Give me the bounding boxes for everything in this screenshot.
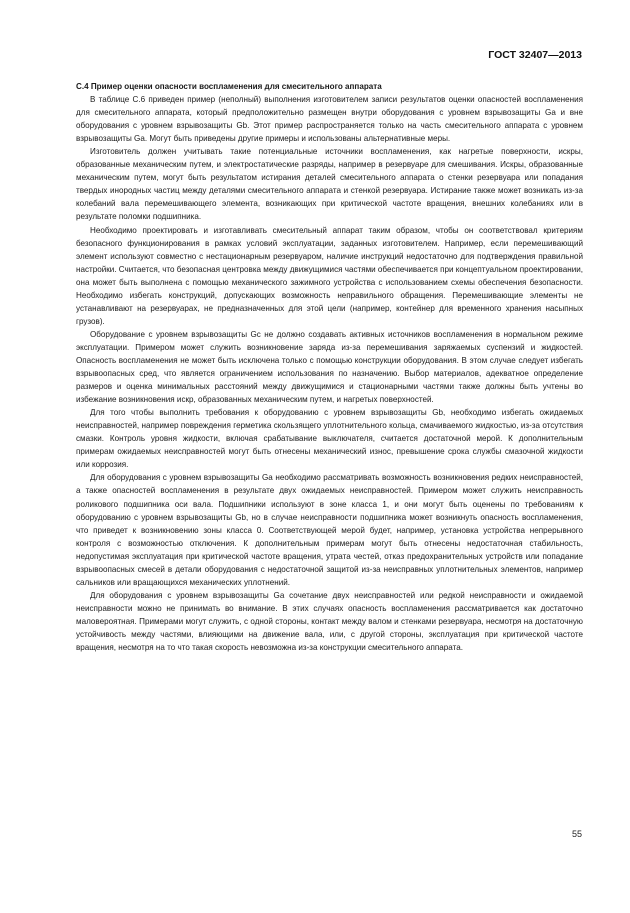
paragraph-2: Изготовитель должен учитывать такие потенциальные источники воспламенения, как нагретые поверхности, искры, образованные механическим путем, и электростатические разряды, например в резервуаре для смешивания. Искры, образованные механическим путем, могут быть результатом истирания деталей смесительного аппарата о стенки резервуара или попадания твердых инородных частиц между деталями смесительного аппарата и стенкой резервуара. Истирание также может возникать из-за колебаний вала перемешивающего элемента, возникающих при критической частоте вращения, внешних колебаниях или в результате поломки подшипника. [76,147,583,222]
paragraph-7: Для оборудования с уровнем взрывозащиты Ga сочетание двух неисправностей или редкой неисправности и ожидаемой неисправности можно не принимать во внимание. В этих случаях опасность воспламенения рассматривается как достаточно маловероятная. Примерами могут служить, с одной стороны, контакт между валом и стенками резервуара, несмотря на достаточную устойчивость между частями, влияющими на движение вала, или, с другой стороны, эксплуатация при критической частоте вращения, несмотря на то что такая скорость невозможна из-за конструкции смесительного аппарата. [76,590,583,653]
paragraph-6: Для оборудования с уровнем взрывозащиты Ga необходимо рассматривать возможность возникновения редких неисправностей, а также опасностей воспламенения в результате двух ожидаемых неисправностей. Примером может служить неисправность роликового подшипника оси вала. Подшипники используют в зоне класса 1, и они могут быть оценены по требованиям к оборудованию с уровнем взрывозащиты Gb, но в случае неисправности подшипника может возникнуть опасность воспламенения, что приведет к возникновению зоны класса 0. Соответствующей мерой будет, например, установка устройства непрерывного контроля с возможностью отключения. К дополнительным примерам могут быть отнесены недостаточная стабильность, недопустимая эксплуатация при критической частоте вращения, утрата честей, отказ предохранительных устройств или попадание взрывоопасных смесей в детали оборудования с недостаточной защитой из-за неисправных уплотнительных элементов, например сальников или вращающихся механических уплотнений. [76,473,583,587]
page-number: 55 [571,829,582,839]
section-content [76,80,583,654]
paragraph-5: Для того чтобы выполнить требования к оборудованию с уровнем взрывозащиты Gb, необходимо избегать ожидаемых неисправностей, например повреждения герметика скользящего уплотнительного кольца, смачиваемого жидкостью, из-за отсутствия смазки. Контроль уровня жидкости, включая срабатывание выключателя, считается достаточной мерой. К дополнительным примерам ожидаемых неисправностей могут быть отнесены механический износ, превышение срока службы смазочной жидкости или коррозия. [76,408,583,470]
paragraph-3: Необходимо проектировать и изготавливать смесительный аппарат таким образом, чтобы он соответствовал критериям безопасного функционирования в рамках условий эксплуатации, заданных изготовителем. Например, если перемешивающий элемент используют совместно с нестационарным резервуаром, наличие инструкций недостаточно для подтверждения правильной настройки. Считается, что безопасная центровка между движущимися частями обеспечивается при концептуальном проектировании, она может быть выполнена с помощью механического зажимного устройства с использованием схемы обеспечения безопасности. Необходимо избегать конструкций, допускающих возможность неправильного обращения. Перемешивающие элементы не устанавливают на резервуарах, не предназначенных для этой цели (например, контейнер для временного хранения насыпных грузов). [76,225,584,326]
standard-header: ГОСТ 32407—2013 [488,49,582,61]
paragraph-1: В таблице С.6 приведен пример (неполный) выполнения изготовителем записи результатов оценки опасностей воспламенения для смесительного аппарата, который предположительно размещен внутри оборудования с уровнем взрывозащиты Ga и вне оборудования с уровнем взрывозащиты Gb. Этот пример распространяется только на часть смесительного аппарата с уровнем взрывозащиты Ga. Могут быть приведены другие примеры и использованы альтернативные меры. [76,95,583,144]
section-heading: С.4 Пример оценки опасности воспламенения для смесительного аппарата [76,82,382,91]
paragraph-4: Оборудование с уровнем взрывозащиты Gc не должно создавать активных источников воспламенения в нормальном режиме эксплуатации. Примером может служить возникновение заряда из-за перемешивания заряжаемых суспензий и жидкостей. Опасность воспламенения не может быть исключена только с помощью конструкции оборудования. В этом случае следует избегать взрывоопасных сред, что является ограничением использования по назначению. Выбор материалов, адекватное определение размеров и оценка минимальных расстояний между движущимися и стационарными частями также должны быть учтены во избежание возникновения искр, образованных механическим путем, и нагретых поверхностей. [76,329,583,405]
